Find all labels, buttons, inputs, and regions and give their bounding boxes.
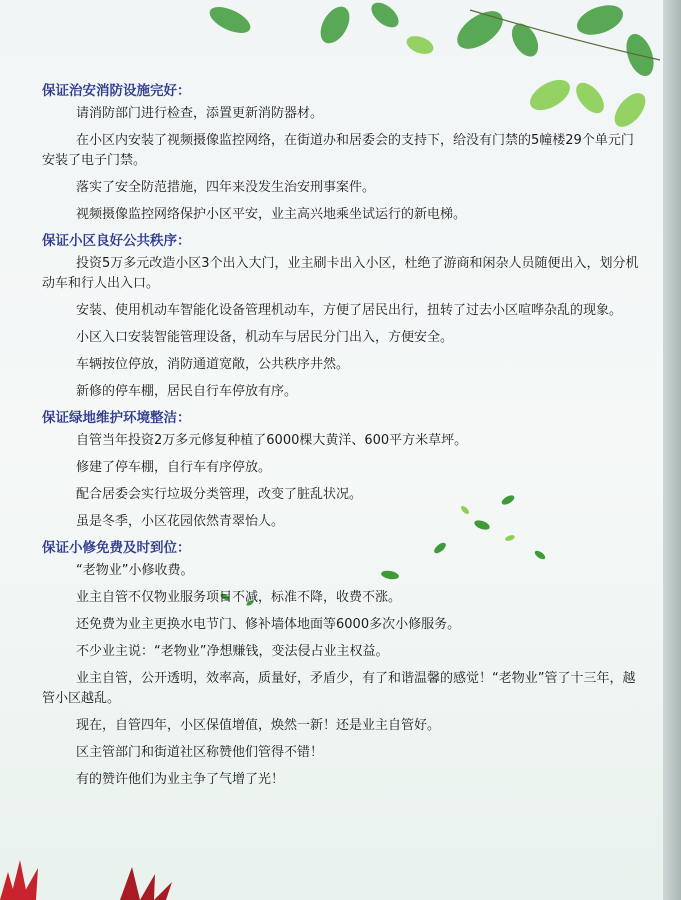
- section-heading: 保证治安消防设施完好：: [42, 83, 191, 99]
- section-repairs: [42, 539, 642, 790]
- paragraph: 有的赞许他们为业主争了气增了光！: [76, 772, 285, 787]
- section-heading: 保证小区良好公共秩序：: [42, 233, 191, 249]
- paragraph: 修建了停车棚，自行车有序停放。: [76, 460, 272, 475]
- paragraph: 配合居委会实行垃圾分类管理，改变了脏乱状况。: [76, 487, 363, 502]
- paragraph: 在小区内安装了视频摄像监控网络，在街道办和居委会的支持下，给没有门禁的5幢楼29个单元门安装了电子门禁。: [42, 133, 634, 168]
- section-heading: 保证绿地维护环境整洁：: [42, 410, 191, 426]
- red-flower-left-icon: [0, 850, 60, 900]
- red-flower-center-icon: [110, 862, 180, 900]
- paragraph: 还免费为业主更换水电节门、修补墙体地面等6000多次小修服务。: [76, 617, 461, 632]
- paragraph: 请消防部门进行检查，添置更新消防器材。: [76, 106, 324, 121]
- paragraph: 业主自管不仅物业服务项目不减，标准不降，收费不涨。: [76, 590, 402, 605]
- document-body: [42, 78, 642, 797]
- paragraph: 新修的停车棚，居民自行车停放有序。: [76, 384, 298, 399]
- paragraph: 投资5万多元改造小区3个出入大门，业主刷卡出入小区，杜绝了游商和闲杂人员随便出入，划分机动车和行人出入口。: [42, 256, 639, 291]
- paragraph: 业主自管，公开透明，效率高，质量好，矛盾少，有了和谐温馨的感觉！“老物业”管了十三年，越管小区越乱。: [42, 671, 636, 706]
- poster-edge: [663, 0, 681, 900]
- paragraph: 区主管部门和街道社区称赞他们管得不错！: [76, 745, 324, 760]
- paragraph: 自管当年投资2万多元修复种植了6000棵大黄洋、600平方米草坪。: [76, 433, 468, 448]
- paragraph: 车辆按位停放，消防通道宽敞，公共秩序井然。: [76, 357, 350, 372]
- paragraph: “老物业”小修收费。: [76, 563, 194, 578]
- section-heading: 保证小修免费及时到位：: [42, 540, 191, 556]
- section-security: [42, 82, 642, 225]
- paragraph: 落实了安全防范措施，四年来没发生治安刑事案件。: [76, 180, 376, 195]
- paragraph: 小区入口安装智能管理设备，机动车与居民分门出入，方便安全。: [76, 330, 454, 345]
- paragraph: 安装、使用机动车智能化设备管理机动车，方便了居民出行，扭转了过去小区喧哗杂乱的现象。: [76, 303, 623, 318]
- section-order: [42, 232, 642, 402]
- paragraph: 不少业主说：“老物业”净想赚钱，变法侵占业主权益。: [76, 644, 389, 659]
- paragraph: 视频摄像监控网络保护小区平安，业主高兴地乘坐试运行的新电梯。: [76, 207, 467, 222]
- paragraph: 虽是冬季，小区花园依然青翠怡人。: [76, 514, 285, 529]
- paragraph: 现在，自管四年，小区保值增值，焕然一新！还是业主自管好。: [76, 718, 441, 733]
- section-greenery: [42, 409, 642, 532]
